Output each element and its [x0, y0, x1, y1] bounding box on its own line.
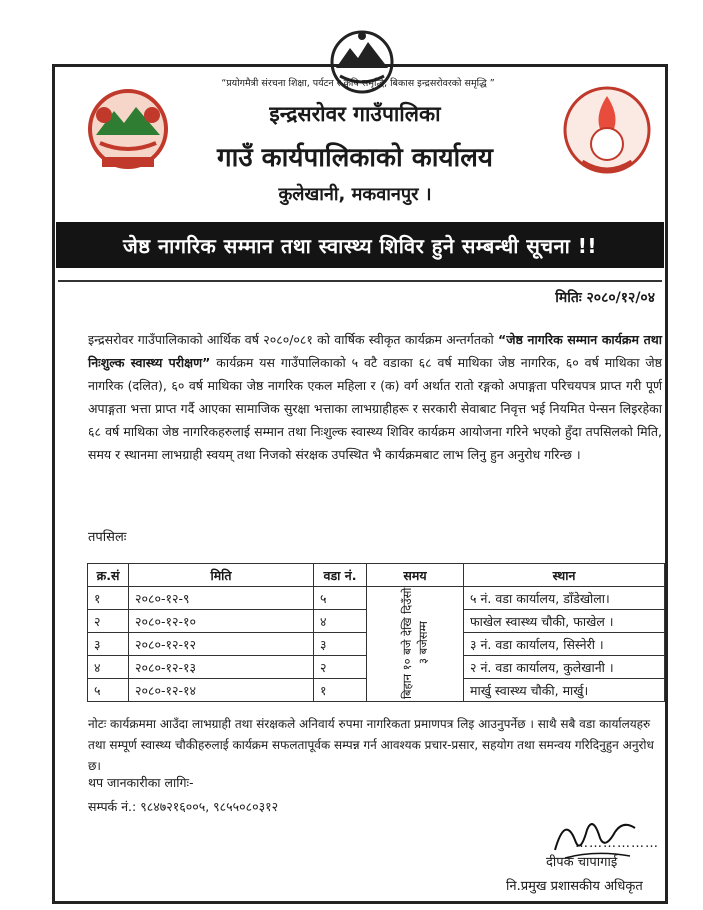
row-ward: ५: [314, 587, 367, 610]
time-cell: [367, 587, 464, 702]
schedule-label: तपसिलः: [88, 530, 127, 545]
row-ward: ३: [314, 633, 367, 656]
notice-note: नोटः कार्यक्रममा आउँदा लाभग्राही तथा संरक्षकले अनिवार्य रुपमा नागरिकता प्रमाणपत्र लिइ आउनुपर्नेछ । साथै सबै वडा कार्यालयहरु तथा सम्पूर्ण स्वास्थ्य चौकीहरुलाई कार्यक्रम सफलतापूर्वक सम्पन्न गर्न आवश्यक प्रचार-प्रसार, सहयोग तथा समन्वय गरिदिनुहुन अनुरोध छ।: [88, 717, 654, 773]
row-serial: ३: [88, 633, 129, 656]
row-serial: १: [88, 587, 129, 610]
signature-line: ………………: [575, 836, 659, 851]
body-part-2: कार्यक्रम यस गाउँपालिकाको ५ वटै वडाका ६८ वर्ष माथिका जेष्ठ नागरिक, ६० वर्ष माथिका जेष्ठ नागरिक (दलित), ६० वर्ष माथिका जेष्ठ नागरिक एकल महिला र (क) वर्ग अर्थात रातो रङ्गको अपाङ्गता परिचयपत्र प्राप्त गरी पूर्ण अपाङ्गता भत्ता प्राप्त गर्दै आएका सामाजिक सुरक्षा भत्ताका लाभग्राहीहरू र सरकारी सेवाबाट निवृत्त भई नियमित पेन्सन लिइरहेका ६८ वर्ष माथिका जेष्ठ नागरिकहरुलाई सम्मान तथा निःशुल्क स्वास्थ्य शिविर कार्यक्रम आयोजना गरिने भएको हुँदा तपसिलको मिति, समय र स्थानमा लाभग्राही स्वयम् तथा निजको संरक्षक उपस्थित भै कार्यक्रमबाट लाभ लिनु हुन अनुरोध गरिन्छ ।: [88, 355, 663, 462]
office-address: कुलेखानी, मकवानपुर ।: [278, 184, 432, 205]
row-serial: ४: [88, 656, 129, 679]
signer-title: नि.प्रमुख प्रशासकीय अधिकृत: [506, 879, 643, 894]
table-header-row: [88, 564, 665, 587]
municipality-logo-right-icon: [552, 82, 662, 182]
more-info-label: थप जानकारीका लागिः-: [88, 775, 194, 790]
row-date: २०८०-१२-१४: [129, 679, 314, 702]
row-ward: ४: [314, 610, 367, 633]
row-ward: १: [314, 679, 367, 702]
row-ward: २: [314, 656, 367, 679]
row-serial: ५: [88, 679, 129, 702]
row-serial: २: [88, 610, 129, 633]
row-venue: २ नं. वडा कार्यालय, कुलेखानी ।: [464, 656, 665, 679]
row-date: २०८०-१२-१२: [129, 633, 314, 656]
header-venue: स्थान: [464, 564, 665, 587]
notice-body: [88, 328, 662, 466]
header-date: मिति: [129, 564, 314, 587]
row-venue: मार्खु स्वास्थ्य चौकी, मार्खु।: [464, 679, 665, 702]
notice-title-banner: [56, 222, 664, 268]
table-row: [88, 587, 665, 610]
body-part-1: इन्द्रसरोवर गाउँपालिकाको आर्थिक वर्ष २०८०/०८१ को वार्षिक स्वीकृत कार्यक्रम अन्तर्गतको: [88, 332, 499, 347]
time-text: बिहान १० बजे देखि दिउँसो ३ बजेसम्म: [400, 586, 430, 699]
row-date: २०८०-१२-१३: [129, 656, 314, 679]
municipality-logo-left-icon: [80, 85, 176, 175]
program-name: “जेष्ठ नागरिक सम्मान कार्यक्रम तथा निःशुल्क स्वास्थ्य परीक्षण”: [88, 332, 662, 370]
row-venue: ३ नं. वडा कार्यालय, सिस्नेरी ।: [464, 633, 665, 656]
row-venue: फाखेल स्वास्थ्य चौकी, फाखेल ।: [464, 610, 665, 633]
contact-numbers: सम्पर्क नं.: ९८४७२१६००५, ९८५५०८०३१२: [88, 799, 279, 814]
header-ward: वडा नं.: [314, 564, 367, 587]
row-venue: ५ नं. वडा कार्यालय, डाँडेखोला।: [464, 587, 665, 610]
schedule-table: [87, 563, 665, 702]
divider-line: [58, 280, 662, 282]
signer-name: दीपक चापागाई: [546, 855, 618, 870]
organization-name: इन्द्रसरोवर गाउँपालिका: [269, 102, 441, 126]
motto-text: “प्रयोगमैत्री संरचना शिक्षा, पर्यटन र कृषि समृद्धि‚ बिकास इन्द्रसरोवरको समृद्धि ”: [221, 78, 495, 89]
row-date: २०८०-१२-९: [129, 587, 314, 610]
row-date: २०८०-१२-१०: [129, 610, 314, 633]
notice-title: जेष्ठ नागरिक सम्मान तथा स्वास्थ्य शिविर हुने सम्बन्धी सूचना !!: [122, 233, 598, 258]
office-name: गाउँ कार्यपालिकाको कार्यालय: [217, 143, 493, 173]
notice-date: मितिः २०८०/१२/०४: [555, 290, 655, 306]
header-serial: क्र.सं: [88, 564, 129, 587]
header-time: समय: [367, 564, 464, 587]
